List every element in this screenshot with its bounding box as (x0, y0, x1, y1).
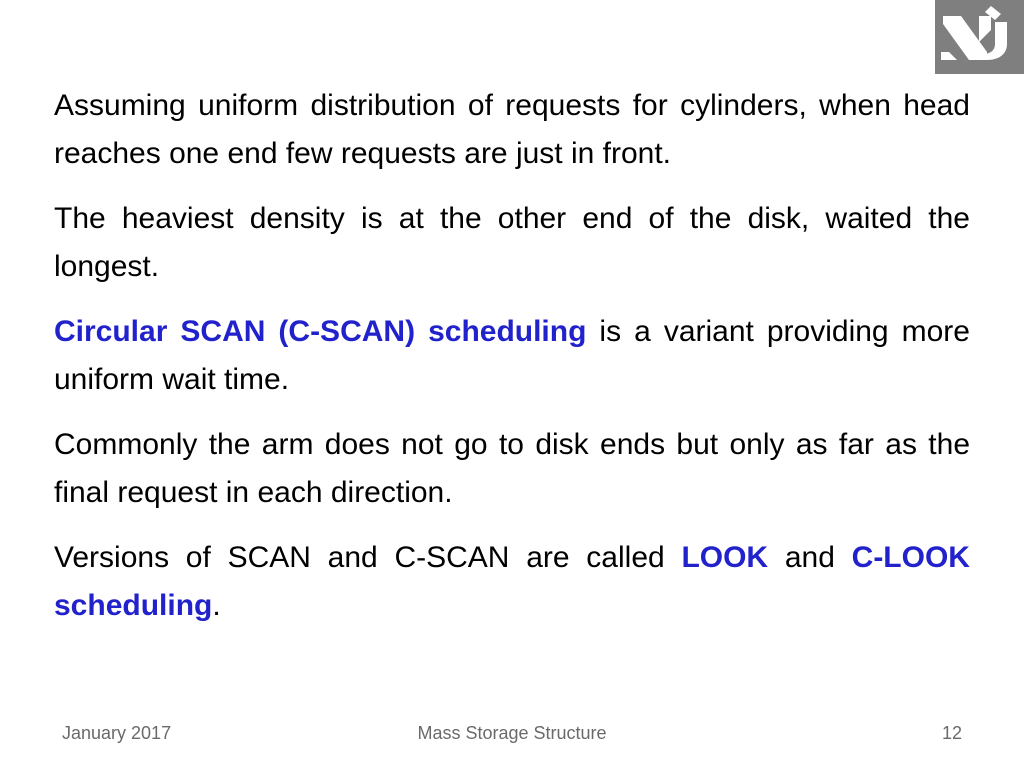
look-lead-text: Versions of SCAN and C-SCAN are called (54, 541, 682, 574)
c-look-term: C-LOOK scheduling (54, 541, 970, 622)
cscan-description: is a variant providing more uniform wait time. (54, 315, 970, 396)
slide-body (54, 82, 970, 647)
paragraph-look-versions (54, 534, 970, 630)
paragraph-arm-movement: Commonly the arm does not go to disk ends but only as far as the final request in each direction. (54, 428, 970, 509)
footer-page-number: 12 (941, 723, 962, 743)
paragraph-heaviest-density: The heaviest density is at the other end of the disk, waited the longest. (54, 202, 970, 283)
paragraph-uniform-distribution: Assuming uniform distribution of requests for cylinders, when head reaches one end few requests are just in front. (54, 89, 970, 170)
look-end-text: . (212, 589, 221, 622)
hebrew-university-logo-icon (935, 0, 1024, 74)
footer-date: January 2017 (62, 723, 172, 743)
cscan-term: Circular SCAN (C-SCAN) scheduling (54, 315, 587, 348)
paragraph-cscan (54, 308, 970, 404)
look-term: LOOK (681, 541, 769, 574)
footer-title: Mass Storage Structure (417, 723, 607, 743)
look-and-text: and (768, 541, 852, 574)
logo (935, 0, 1024, 74)
